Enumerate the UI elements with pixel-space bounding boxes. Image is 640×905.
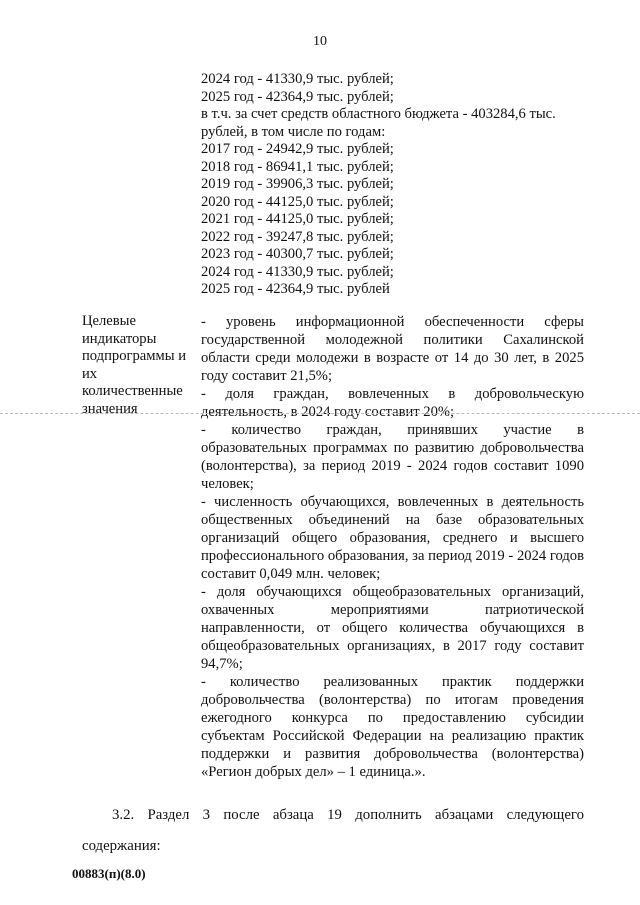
funding-line: 2019 год - 39906,3 тыс. рублей; — [201, 176, 394, 192]
funding-line: 2024 год - 41330,9 тыс. рублей; — [201, 71, 394, 87]
page-number: 10 — [313, 34, 327, 49]
funding-line: 2023 год - 40300,7 тыс. рублей; — [201, 246, 394, 262]
indicators-label-line: индикаторы — [82, 330, 157, 347]
funding-line: 2022 год - 39247,8 тыс. рублей; — [201, 228, 394, 245]
scan-artifact-line — [0, 413, 640, 414]
indicator-item: - количество граждан, принявших участие в образовательных программах по развитию добровольчества (волонтерства), за период 2019 - 2024 годов составит 1090 человек; — [201, 422, 584, 492]
funding-line: 2018 год - 86941,1 тыс. рублей; — [201, 158, 394, 175]
funding-line: 2017 год - 24942,9 тыс. рублей; — [201, 141, 394, 157]
indicator-item: - доля обучающихся общеобразовательных организаций, охваченных мероприятиями патриотической направленности, от общего количества обучающихся в общеобразовательных организациях, в 2017 году составит 94,7%; — [201, 584, 584, 672]
funding-line: 2024 год - 41330,9 тыс. рублей; — [201, 263, 394, 280]
document-code: 00883(п)(8.0) — [72, 866, 146, 881]
indicators-label-line: значения — [82, 400, 138, 417]
indicators-label — [82, 313, 186, 418]
indicator-item: - количество реализованных практик поддержки добровольчества (волонтерства) по итогам проведения ежегодного конкурса по предоставлению субсидии субъектам Российской Федерации на реализацию практик поддержки и развития добровольчества (волонтерства) «Регион добрых дел» – 1 единица.». — [201, 674, 584, 780]
funding-line: рублей, в том числе по годам: — [201, 123, 386, 140]
indicators-list — [201, 313, 584, 781]
funding-line: 2020 год - 44125,0 тыс. рублей; — [201, 193, 394, 210]
section-paragraph — [82, 800, 584, 862]
indicators-label-line: их — [82, 365, 98, 382]
indicator-item: - доля граждан, вовлеченных в добровольческую деятельность, в 2024 году составит 20%; — [201, 386, 584, 420]
indicators-label-line: подпрограммы и — [82, 348, 187, 364]
indicators-label-line: количественные — [82, 383, 183, 399]
funding-line: 2025 год - 42364,9 тыс. рублей; — [201, 88, 394, 105]
section-paragraph-text: 3.2. Раздел 3 после абзаца 19 дополнить абзацами следующего содержания: — [82, 807, 584, 854]
funding-line: 2025 год - 42364,9 тыс. рублей — [201, 281, 390, 297]
indicators-label-line: Целевые — [82, 313, 136, 329]
indicator-item: - численность обучающихся, вовлеченных в деятельность общественных объединений на базе образовательных организаций общего образования, среднего и высшего профессионального образования, за период 2019 - 2024 годов составит 0,049 млн. человек; — [201, 494, 584, 582]
funding-line: в т.ч. за счет средств областного бюджета - 403284,6 тыс. — [201, 106, 556, 122]
funding-line: 2021 год - 44125,0 тыс. рублей; — [201, 211, 394, 227]
funding-lines — [201, 71, 556, 299]
indicator-item: - уровень информационной обеспеченности сферы государственной молодежной политики Сахалинской области среди молодежи в возрасте от 14 до 30 лет, в 2025 году составит 21,5%; — [201, 314, 584, 384]
